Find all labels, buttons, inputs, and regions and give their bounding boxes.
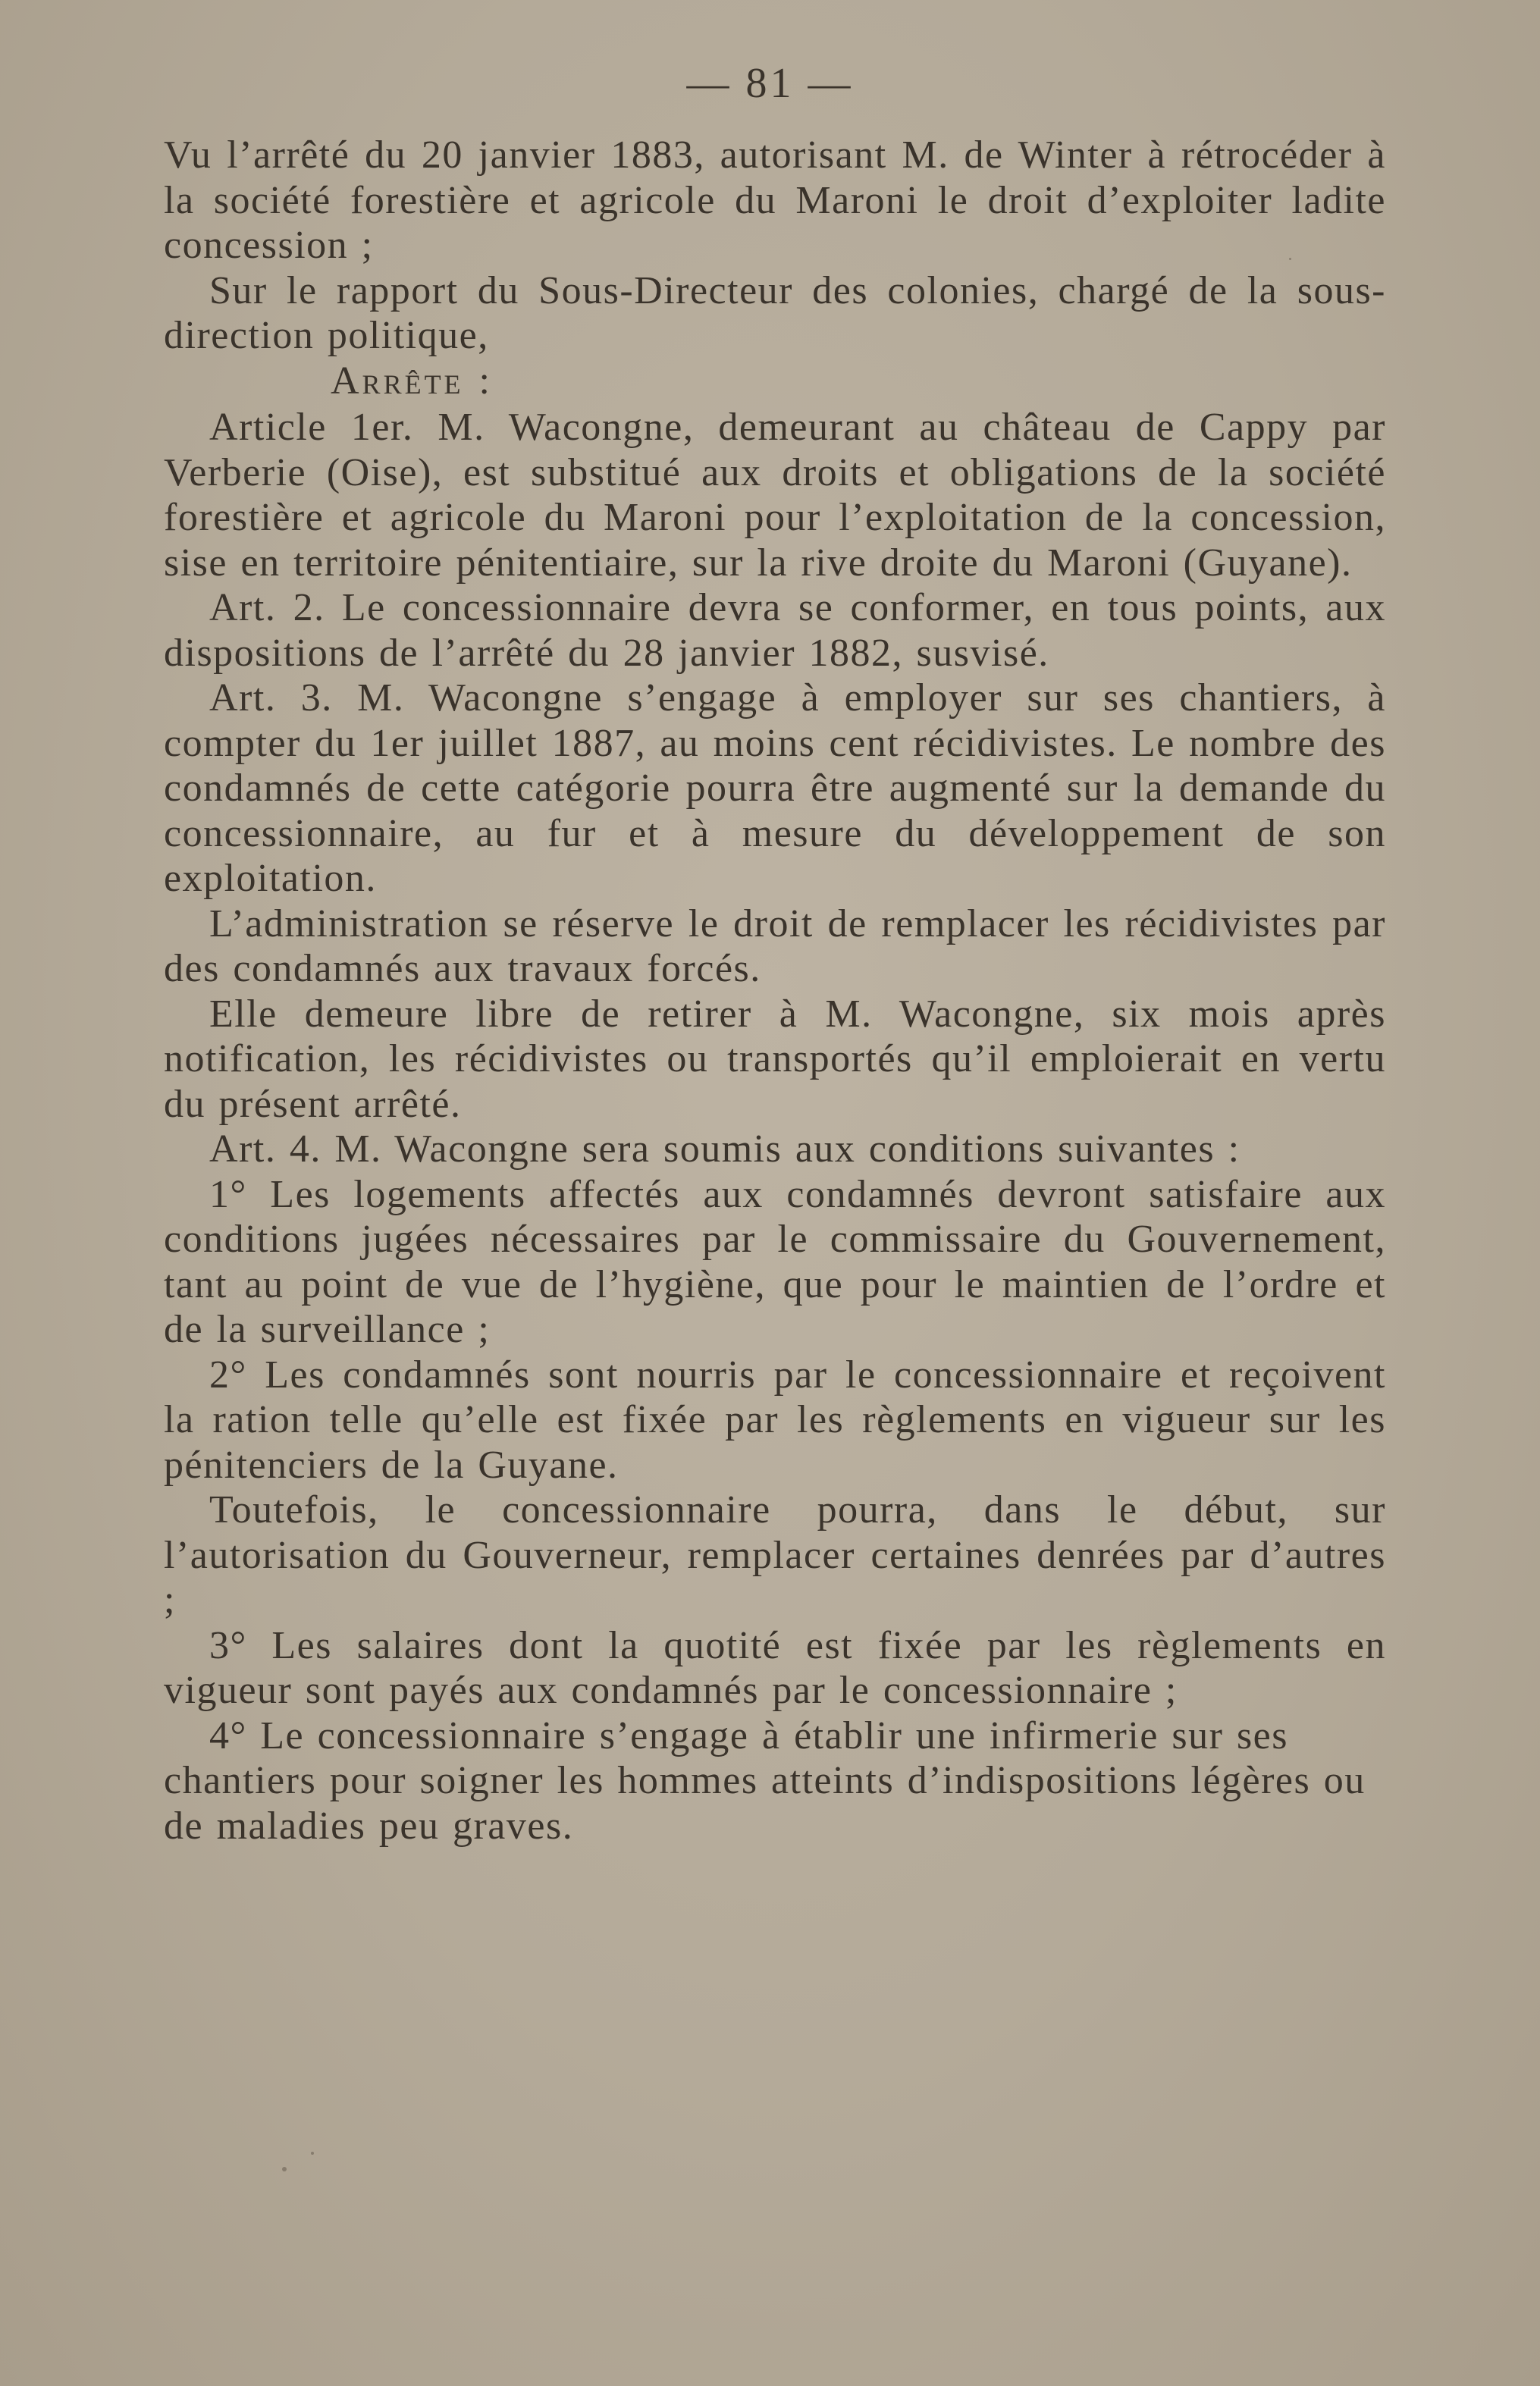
paragraph: Vu l’arrêté du 20 janvier 1883, autorisant M. de Winter à rétrocéder à la société forestière et agricole du Maroni le droit d’exploiter ladite concession ;	[164, 133, 1386, 267]
paragraph: 3° Les salaires dont la quotité est fixée par les règlements en vigueur sont payés aux condamnés par le concessionnaire ;	[164, 1623, 1386, 1712]
paragraph: Article 1er. M. Wacongne, demeurant au château de Cappy par Verberie (Oise), est substitué aux droits et obligations de la société forestière et agricole du Maroni pour l’exploitation de la concession, sise en territoire pénitentiaire, sur la rive droite du Maroni (Guyane).	[164, 406, 1386, 585]
paragraph: 1° Les logements affectés aux condamnés devront satisfaire aux conditions jugées nécessaires par le commissaire du Gouvernement, tant au point de vue de l’hygiène, que pour le maintien de l’ordre et de la surveillance ;	[164, 1172, 1386, 1351]
paragraph: 4° Le concessionnaire s’engage à établir une infirmerie sur ses chantiers pour soigner les hommes atteints d’indispositions légères ou de maladies peu graves.	[164, 1713, 1366, 1848]
paragraph: Art. 2. Le concessionnaire devra se conformer, en tous points, aux dispositions de l’arrêté du 28 janvier 1882, susvisé.	[164, 586, 1386, 675]
section-heading: Arrête :	[331, 359, 493, 403]
paragraph: Toutefois, le concessionnaire pourra, dans le début, sur l’autorisation du Gouverneur, remplacer certaines denrées par d’autres ;	[164, 1488, 1386, 1622]
body-text	[164, 133, 1386, 1848]
page-number: — 81 —	[686, 60, 854, 107]
paragraph: Art. 3. M. Wacongne s’engage à employer sur ses chantiers, à compter du 1er juillet 1887, au moins cent récidivistes. Le nombre des condamnés de cette catégorie pourra être augmenté sur la demande du concessionnaire, au fur et à mesure du développement de son exploitation.	[164, 676, 1386, 900]
paragraph: Art. 4. M. Wacongne sera soumis aux conditions suivantes :	[209, 1127, 1240, 1171]
paper-speck	[1289, 258, 1291, 260]
paragraph: L’administration se réserve le droit de remplacer les récidivistes par des condamnés aux travaux forcés.	[164, 901, 1386, 990]
paper-speck	[282, 2167, 287, 2171]
paragraph: Sur le rapport du Sous-Directeur des colonies, chargé de la sous-direction politique,	[164, 268, 1386, 357]
paragraph: Elle demeure libre de retirer à M. Wacongne, six mois après notification, les récidivistes ou transportés qu’il emploierait en vertu du présent arrêté.	[164, 992, 1386, 1126]
paper-speck	[311, 2152, 314, 2155]
paragraph: 2° Les condamnés sont nourris par le concessionnaire et reçoivent la ration telle qu’elle est fixée par les règlements en vigueur sur les pénitenciers de la Guyane.	[164, 1353, 1386, 1487]
